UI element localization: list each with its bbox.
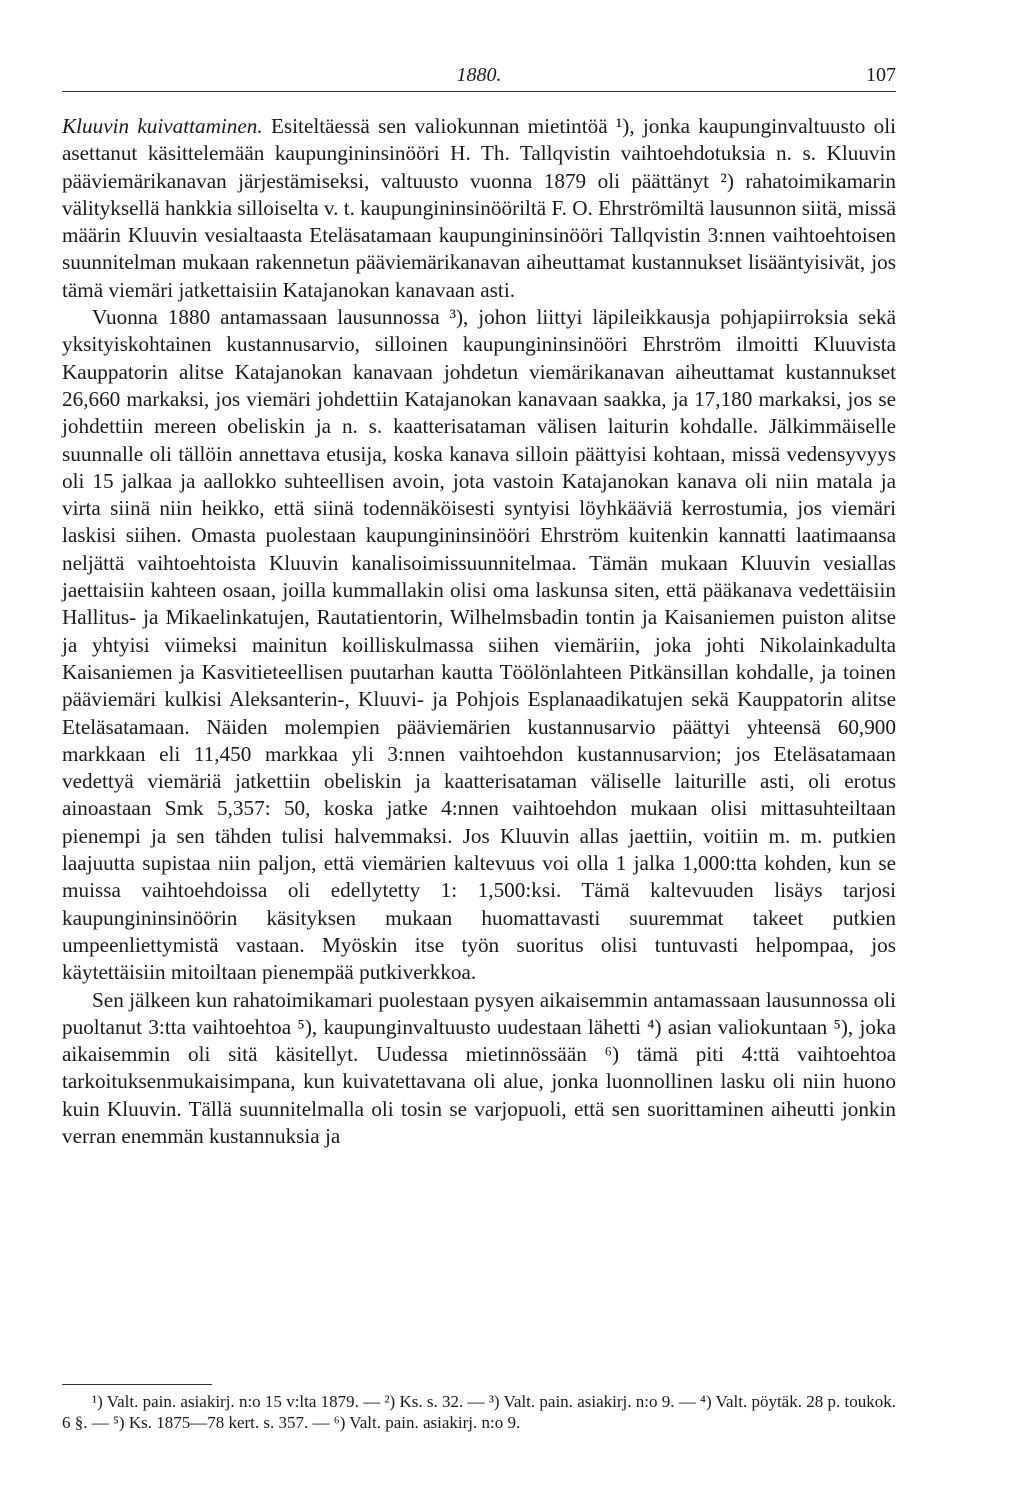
page-number: 107 <box>866 64 896 86</box>
paragraph: Vuonna 1880 antamassaan lausunnossa ³), johon liittyi läpileikkausja pohjapiirroksia sekä yksityiskohtainen kustannusarvio, silloinen kaupungininsinööri Ehrström ilmoitti Kluuvista Kauppatorin alitse Katajanokan kanavaan johdetun viemärikanavan aiheuttamat kustannukset 26,660 markaksi, jos viemäri johdettiin Katajanokan kanavaan saakka, ja 17,180 markaksi, jos se johdettiin mereen obeliskin ja n. s. kaatterisataman välisen laiturin kohdalle. Jälkimmäiselle suunnalle oli tällöin annettava etusija, koska kanava silloin päättyisi kohtaan, missä vedensyvyys oli 15 jalkaa ja aallokko suhteellisen avoin, jota vastoin Katajanokan kanava oli niin matala ja virta siinä niin heikko, että siinä todennäköisesti syntyisi löyhkääviä kerrostumia, jos viemäri laskisi siihen. Omasta puolestaan kaupungininsinööri Ehrström kuitenkin kannatti laatimaansa neljättä vaihtoehtoista Kluuvin kanalisoimissuunnitelmaa. Tämän mukaan Kluuvin vesiallas jaettaisiin kahteen osaan, joilla kummallakin olisi oma laskunsa siten, että pääkanava vedettäisiin Hallitus- ja Mikaelinkatujen, Rautatientorin, Wilhelmsbadin tontin ja Kaisaniemen puiston alitse ja yhtyisi viimeksi mainitun koilliskulmassa siihen viemäriin, joka johti Nikolainkadulta Kaisaniemen ja Kasvitieteellisen puutarhan kautta Töölönlahteen Pitkänsillan kohdalle, ja toinen pääviemäri kulkisi Aleksanterin-, Kluuvi- ja Pohjois Esplanaadikatujen sekä Kauppatorin alitse Eteläsatamaan. Näiden molempien pääviemärien kustannusarvio päättyi yhteensä 60,900 markkaan eli 11,450 markkaa yli 3:nnen vaihtoehdon kustannusarvion; jos Eteläsatamaan vedettyä viemäriä jatkettiin obeliskin ja kaatterisataman väliselle laiturille asti, oli erotus ainoastaan Smk 5,357: 50, koska jatke 4:nnen vaihtoehdon mukaan olisi mittasuhteiltaan pienempi ja sen tähden tulisi halvemmaksi. Jos Kluuvin allas jaettiin, voitiin m. m. putkien laajuutta supistaa niin paljon, että viemärien kaltevuus voi olla 1 jalka 1,000:tta kohden, kun se muissa vaihtoehdoissa oli edellytetty 1: 1,500:ksi. Tämä kaltevuuden lisäys tarjosi kaupungininsinöörin käsityksen mukaan huomattavasti suuremmat takeet putkien umpeenliettymistä vastaan. Myöskin itse työn suoritus olisi tuntuvasti helpompaa, jos käytettäisiin mitoiltaan pienempää putkiverkkoa. <box>62 305 896 985</box>
footnote-text: ¹) Valt. pain. asiakirj. n:o 15 v:lta 1879. — ²) Ks. s. 32. — ³) Valt. pain. asiakirj. n:o 9. — ⁴) Valt. pöytäk. 28 p. toukok. 6 §. — ⁵) Ks. 1875—78 kert. s. 357. — ⁶) Valt. pain. asiakirj. n:o 9. <box>62 1392 896 1432</box>
footnote-rule <box>62 1384 212 1385</box>
document-page <box>62 0 896 1512</box>
header-rule <box>62 91 896 92</box>
header-year: 1880. <box>456 64 502 86</box>
footnotes <box>62 1391 896 1433</box>
paragraph-text: Esiteltäessä sen valiokunnan mietintöä ¹), jonka kaupunginvaltuusto oli asettanut käsittelemään kaupungininsinööri H. Th. Tallqvistin vaihtoehdotuksia n. s. Kluuvin pääviemärikanavan järjestämiseksi, valtuusto vuonna 1879 oli päättänyt ²) rahatoimikamarin välityksellä hankkia silloiselta v. t. kaupungininsinööriltä F. O. Ehrströmiltä lausunnon siitä, missä määrin Kluuvin vesialtaasta Eteläsatamaan kaupungininsinööri Tallqvistin 3:nnen vaihtoehtoisen suunnitelman mukaan rakennetun pääviemärikanavan aiheuttamat kustannukset lisääntyisivät, jos tämä viemäri jatkettaisiin Katajanokan kanavaan asti. <box>62 114 897 302</box>
body-text <box>62 113 896 1150</box>
paragraph <box>62 113 896 304</box>
section-lead: Kluuvin kuivattaminen. <box>62 114 263 138</box>
running-header <box>62 62 896 88</box>
paragraph: Sen jälkeen kun rahatoimikamari puolestaan pysyen aikaisemmin antamassaan lausunnossa oli puoltanut 3:tta vaihtoehtoa ⁵), kaupunginvaltuusto uudestaan lähetti ⁴) asian valiokuntaan ⁵), joka aikaisemmin oli sitä käsitellyt. Uudessa mietinnössään ⁶) tämä piti 4:ttä vaihtoehtoa tarkoituksenmukaisimpana, kun kuivatettavana oli alue, jonka luonnollinen lasku oli niin huono kuin Kluuvin. Tällä suunnitelmalla oli tosin se varjopuoli, että sen suorittaminen aiheutti jonkin verran enemmän kustannuksia ja <box>62 987 896 1148</box>
